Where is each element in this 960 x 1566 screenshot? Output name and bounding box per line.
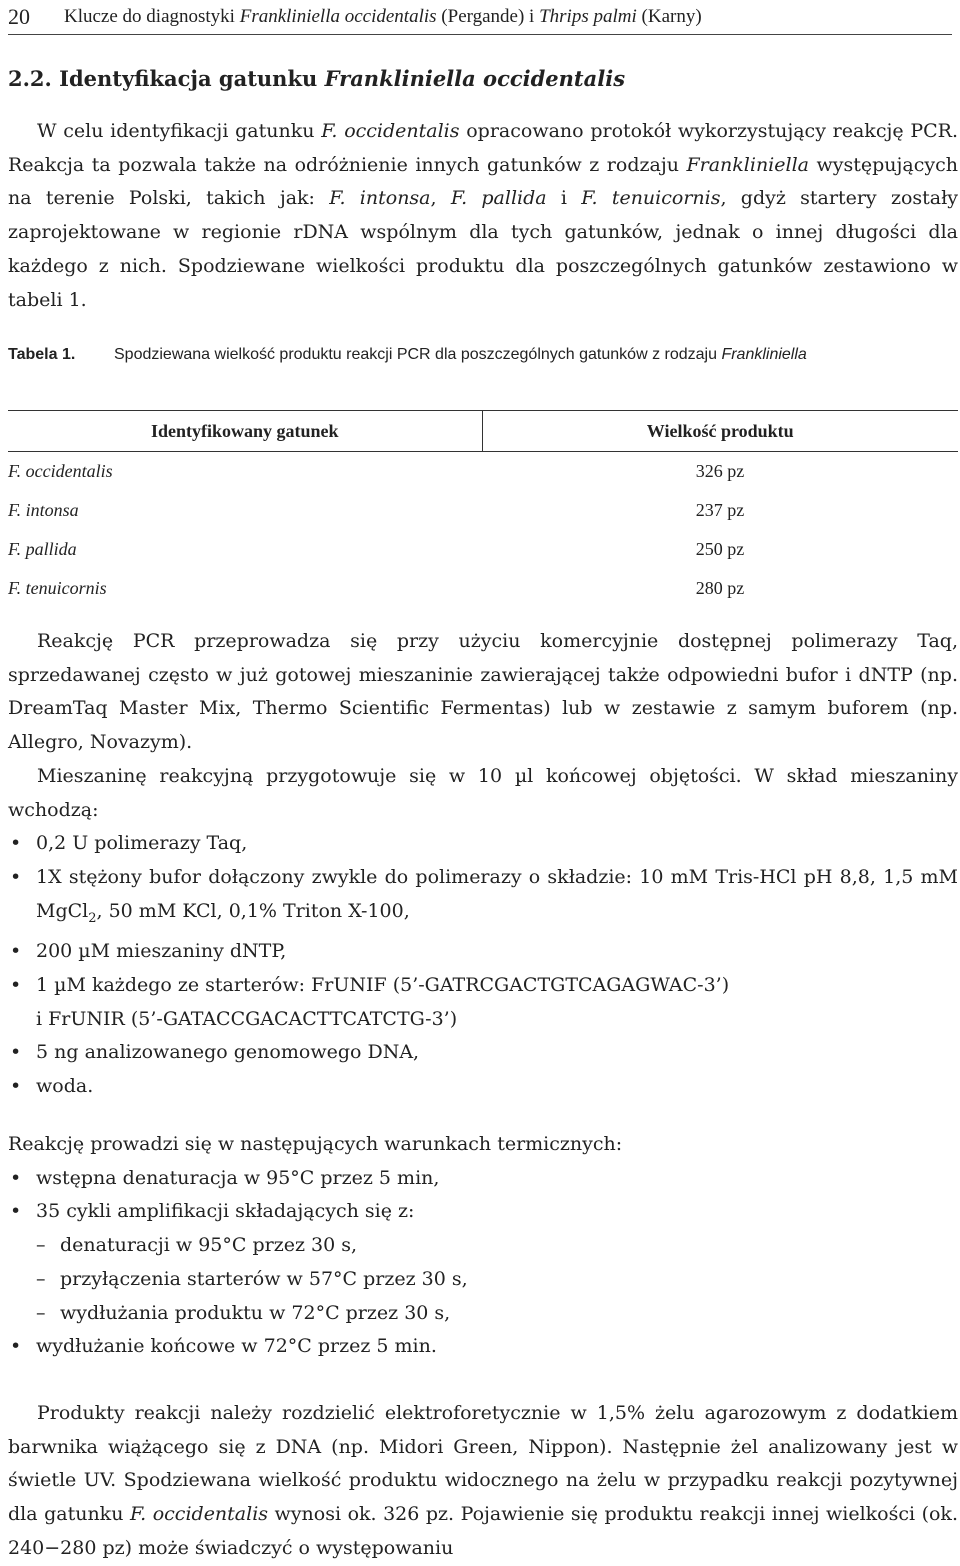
table-caption [8,342,958,368]
reaction-mix-list [8,827,958,1103]
reaction-mix-section [8,760,958,1104]
list-item: • 35 cykli amplifikacji składających się z: [8,1195,958,1229]
reaction-mix-intro: Mieszaninę reakcyjną przygotowuje się w 10 µl końcowej objętości. W skład mieszaniny wchodzą: [8,765,958,821]
list-item: – wydłużania produktu w 72°C przez 30 s, [8,1297,958,1331]
list-item: • 1 µM każdego ze starterów: FrUNIF (5’-GATRCGACTGTCAGAGWAC-3’) i FrUNIR (5’-GATACCGACACTTCATCTG-3’) [8,969,958,1036]
column-header-species: Identyfikowany gatunek [8,411,482,452]
list-item: – przyłączenia starterów w 57°C przez 30 s, [8,1263,958,1297]
list-item: • 0,2 U polimerazy Taq, [8,827,958,861]
page-number: 20 [8,4,30,29]
table-row: F. tenuicornis 280 pz [8,578,745,598]
polymerase-paragraph: Reakcję PCR przeprowadza się przy użyciu komercyjnie dostępnej polimerazy Taq, sprzedawanej często w już gotowej mieszaninie zawierającej także odpowiedni bufor i dNTP (np. DreamTaq Master Mix, Thermo Scientific Fermentas) lub w zestawie z samym buforem (np. Allegro, Novazym). [8,630,958,754]
list-item: • 1X stężony bufor dołączony zwykle do polimerazy o składzie: 10 mM Tris-HCl pH 8,8, 1,5 mM MgCl$_2$, 50 mM KCl, 0,1% Triton X-100, [8,861,958,935]
section-heading: 2.2. Identyfikacja gatunku Frankliniella occidentalis [8,66,626,91]
table-row: F. pallida 250 pz [8,539,745,559]
table-row: F. intonsa 237 pz [8,500,745,520]
list-item: • woda. [8,1070,958,1104]
thermal-conditions-section [8,1128,958,1364]
table-row: F. occidentalis 326 pz [8,461,745,481]
list-item: • wstępna denaturacja w 95°C przez 5 min, [8,1162,958,1196]
table-caption-text: Spodziewana wielkość produktu reakcji PCR dla poszczególnych gatunków z rodzaju Frankliniella [114,346,807,363]
list-item: • wydłużanie końcowe w 72°C przez 5 min. [8,1330,958,1364]
list-item: • 200 µM mieszaniny dNTP, [8,935,958,969]
table-label: Tabela 1. [8,346,76,363]
running-header [8,0,952,35]
list-item: – denaturacji w 95°C przez 30 s, [8,1229,958,1263]
electrophoresis-paragraph: Produkty reakcji należy rozdzielić elektroforetycznie w 1,5% żelu agarozowym z dodatkiem barwnika wiążącego się z DNA (np. Midori Green, Nippon). Następnie żel analizowany jest w świetle UV. Spodziewana wielkość produktu widocznego na żelu w przypadku reakcji pozytywnej dla gatunku F. occidentalis wynosi ok. 326 pz. Pojawienie się produktu reakcji innej wielkości (ok. 240−280 pz) może świadczyć o występowaniu [8,1402,958,1559]
column-header-size: Wielkość produktu [482,411,958,452]
thermal-intro: Reakcję prowadzi się w następujących warunkach termicznych: [8,1133,623,1155]
intro-paragraph: W celu identyfikacji gatunku F. occidentalis opracowano protokół wykorzystujący reakcję PCR. Reakcja ta pozwala także na odróżnienie innych gatunków z rodzaju Frankliniella występujących na terenie Polski, takich jak: F. intonsa, F. pallida i F. tenuicornis, gdyż startery zostały zaprojektowane w regionie rDNA wspólnym dla tych gatunków, jednak o innej długości dla każdego z nich. Spodziewane wielkości produktu dla poszczególnych gatunków zestawiono w tabeli 1. [8,120,959,311]
header-title: Klucze do diagnostyki Frankliniella occidentalis (Pergande) i Thrips palmi (Karny) [64,6,702,27]
pcr-product-table [8,410,958,608]
list-item: • 5 ng analizowanego genomowego DNA, [8,1036,958,1070]
